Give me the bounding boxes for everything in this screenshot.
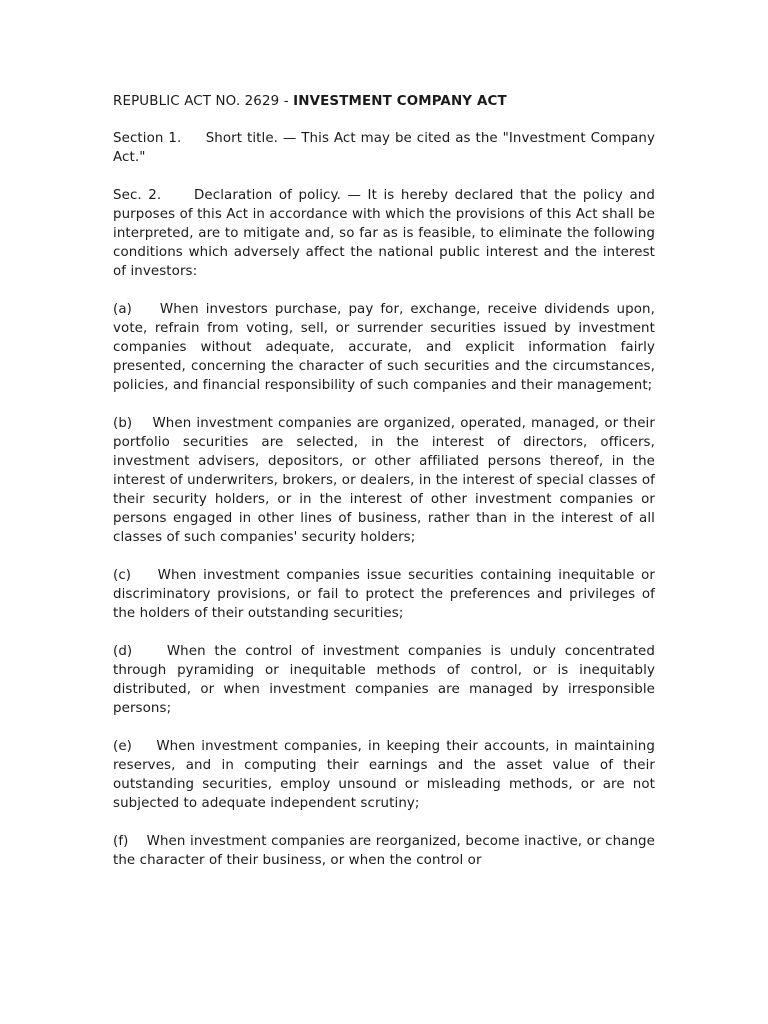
paragraph-label: Sec. 2. xyxy=(113,188,162,203)
document-title xyxy=(113,92,655,111)
clause-e-paragraph xyxy=(113,737,655,813)
paragraph-text: When investment companies are organized, operated, managed, or their portfolio securities are selected, in the interest of directors, officers, investment advisers, depositors, or other affiliated persons thereof, in the interest of underwriters, brokers, or dealers, in the interest of special classes of their security holders, or in the interest of other investment companies or persons engaged in other lines of business, rather than in the interest of all classes of such companies' security holders; xyxy=(113,416,655,545)
paragraph-label: (e) xyxy=(113,739,132,754)
paragraph-text: When investment companies, in keeping their accounts, in maintaining reserves, and in computing their earnings and the asset value of their outstanding securities, employ unsound or misleading methods, or are not subjected to adequate independent scrutiny; xyxy=(113,739,655,811)
paragraph-text: When investment companies issue securities containing inequitable or discriminatory provisions, or fail to protect the preferences and privileges of the holders of their outstanding securities; xyxy=(113,568,655,621)
paragraph-label: (b) xyxy=(113,416,133,431)
paragraph-text: When the control of investment companies is unduly concentrated through pyramiding or inequitable methods of control, or is inequitably distributed, or when investment companies are managed by irresponsible persons; xyxy=(113,644,655,716)
paragraph-label: Section 1. xyxy=(113,131,182,146)
paragraph-label: (f) xyxy=(113,834,129,849)
paragraph-label: (a) xyxy=(113,302,132,317)
clause-b-paragraph xyxy=(113,414,655,547)
paragraph-label: (c) xyxy=(113,568,132,583)
title-act-name: INVESTMENT COMPANY ACT xyxy=(293,94,507,109)
paragraph-text: When investors purchase, pay for, exchange, receive dividends upon, vote, refrain from voting, sell, or surrender securities issued by investment companies without adequate, accurate, and explicit information fairly presented, concerning the character of such securities and the circumstances, policies, and financial responsibility of such companies and their management; xyxy=(113,302,655,393)
paragraph-label: (d) xyxy=(113,644,133,659)
paragraph-text: When investment companies are reorganized, become inactive, or change the character of their business, or when the control or xyxy=(113,834,655,868)
clause-a-paragraph xyxy=(113,300,655,395)
document-body xyxy=(113,92,655,889)
paragraph-text: Declaration of policy. — It is hereby declared that the policy and purposes of this Act in accordance with which the provisions of this Act shall be interpreted, are to mitigate and, so far as is feasible, to eliminate the following conditions which adversely affect the national public interest and the interest of investors: xyxy=(113,188,655,279)
section-1-paragraph xyxy=(113,129,655,167)
clause-c-paragraph xyxy=(113,566,655,623)
title-act-number: REPUBLIC ACT NO. 2629 - xyxy=(113,94,294,109)
paragraph-text: Short title. — This Act may be cited as the "Investment Company Act." xyxy=(113,131,655,165)
clause-d-paragraph xyxy=(113,642,655,718)
section-2-paragraph xyxy=(113,186,655,281)
clause-f-paragraph xyxy=(113,832,655,870)
